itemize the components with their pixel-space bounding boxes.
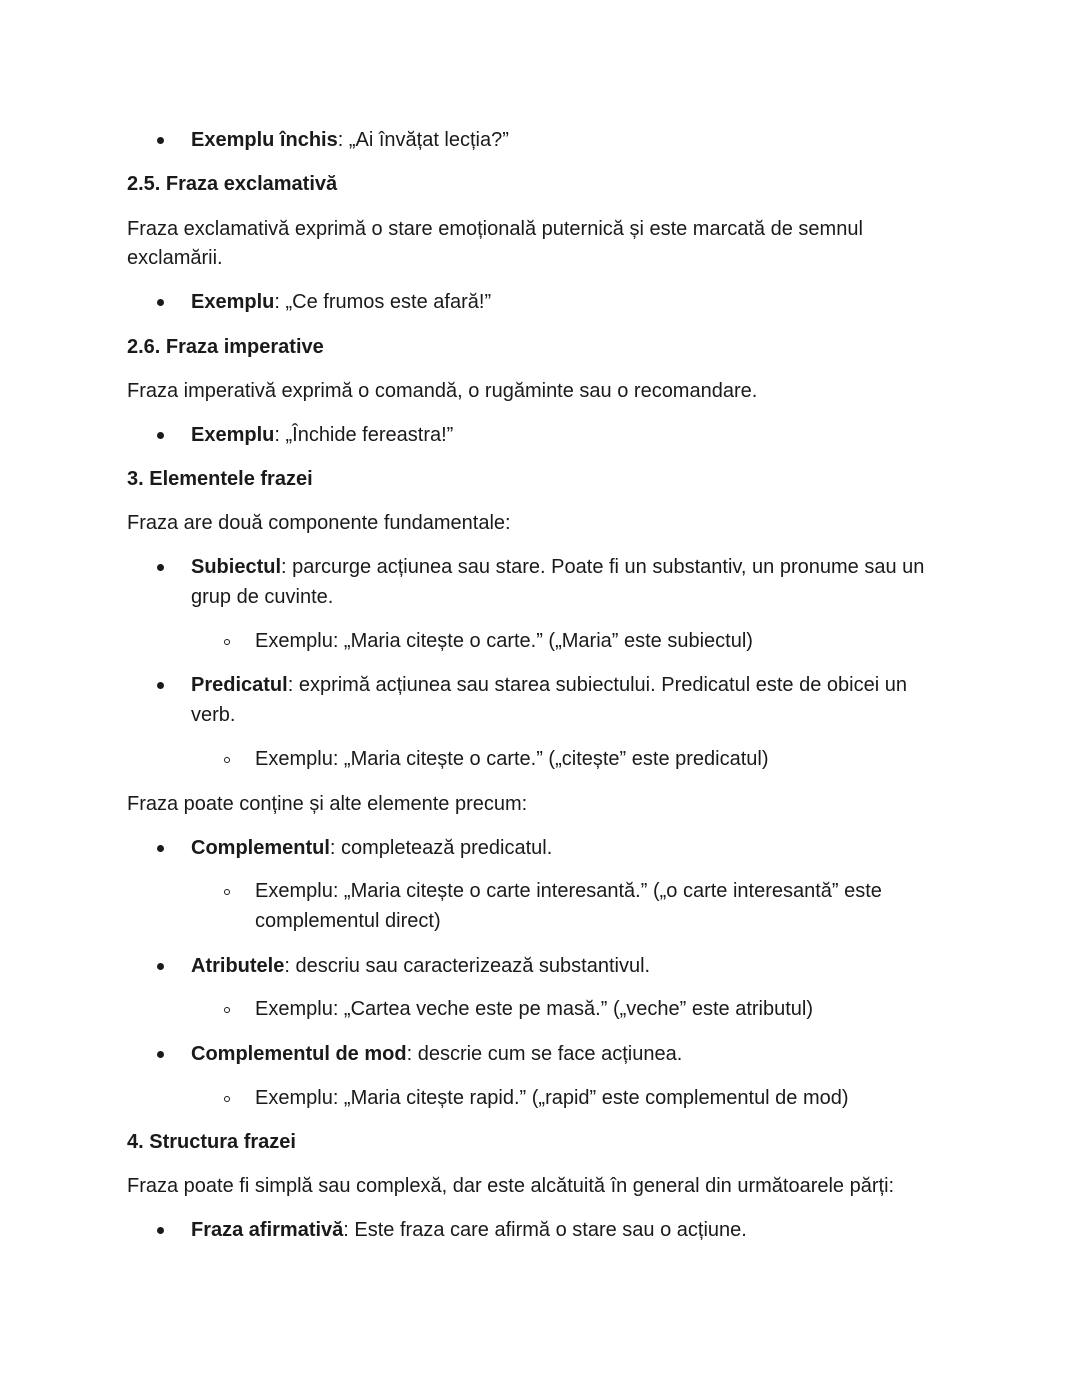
section-heading-4: 4. Structura frazei [127,1131,296,1153]
sub-bullet-example-subiect: Exemplu: „Maria citește o carte.” („Maria” este subiectul) [255,630,753,652]
bullet-dot [157,1051,164,1058]
paragraph-4: Fraza poate fi simplă sau complexă, dar este alcătuită în general din următoarele părți: [127,1175,895,1197]
sub-bullet-example-atribut: Exemplu: „Cartea veche este pe masă.” („veche” este atributul) [255,998,814,1020]
bullet-item-predicatul: Predicatul: exprimă acțiunea sau starea subiectului. Predicatul este de obicei un [191,674,907,696]
paragraph-2-5-line-1: Fraza exclamativă exprimă o stare emoțională puternică și este marcată de semnul [127,218,863,240]
bullet-item-example-closed: Exemplu închis: „Ai învățat lecția?” [191,129,509,151]
sub-bullet-example-complement-de-mod: Exemplu: „Maria citește rapid.” („rapid” este complementul de mod) [255,1087,849,1109]
bullet-item-subiectul: Subiectul: parcurge acțiunea sau stare. Poate fi un substantiv, un pronume sau un [191,556,925,578]
bullet-dot [157,137,164,144]
section-heading-3: 3. Elementele frazei [127,468,313,490]
sub-bullet-circle [224,1096,230,1102]
bullet-item-example-imperative: Exemplu: „Închide fereastra!” [191,424,454,446]
section-heading-2-5: 2.5. Fraza exclamativă [127,173,338,195]
bullet-dot [157,299,164,306]
bullet-item-fraza-afirmativa: Fraza afirmativă: Este fraza care afirmă o stare sau o acțiune. [191,1219,747,1241]
sub-bullet-circle [224,639,230,645]
bullet-dot [157,564,164,571]
bullet-item-example-exclamative: Exemplu: „Ce frumos este afară!” [191,291,492,313]
sub-bullet-example-complement-continued: complementul direct) [255,910,441,932]
bullet-item-subiectul-continued: grup de cuvinte. [191,586,334,608]
bullet-item-complementul-de-mod: Complementul de mod: descrie cum se face acțiunea. [191,1043,683,1065]
bullet-item-atributele: Atributele: descriu sau caracterizează substantivul. [191,955,651,977]
paragraph-3: Fraza are două componente fundamentale: [127,512,511,534]
sub-bullet-circle [224,889,230,895]
sub-bullet-example-predicat: Exemplu: „Maria citește o carte.” („citește” este predicatul) [255,748,769,770]
bullet-dot [157,1227,164,1234]
sub-bullet-circle [224,757,230,763]
bullet-dot [157,432,164,439]
bullet-item-complementul: Complementul: completează predicatul. [191,837,553,859]
bullet-item-predicatul-continued: verb. [191,704,236,726]
paragraph-2-5-line-2: exclamării. [127,247,223,269]
paragraph-2-6: Fraza imperativă exprimă o comandă, o rugăminte sau o recomandare. [127,380,758,402]
sub-bullet-circle [224,1007,230,1013]
bullet-dot [157,963,164,970]
bullet-dot [157,682,164,689]
section-heading-2-6: 2.6. Fraza imperative [127,336,324,358]
sub-bullet-example-complement: Exemplu: „Maria citește o carte interesantă.” („o carte interesantă” este [255,880,882,902]
paragraph-other-elements: Fraza poate conține și alte elemente precum: [127,793,528,815]
bullet-dot [157,845,164,852]
